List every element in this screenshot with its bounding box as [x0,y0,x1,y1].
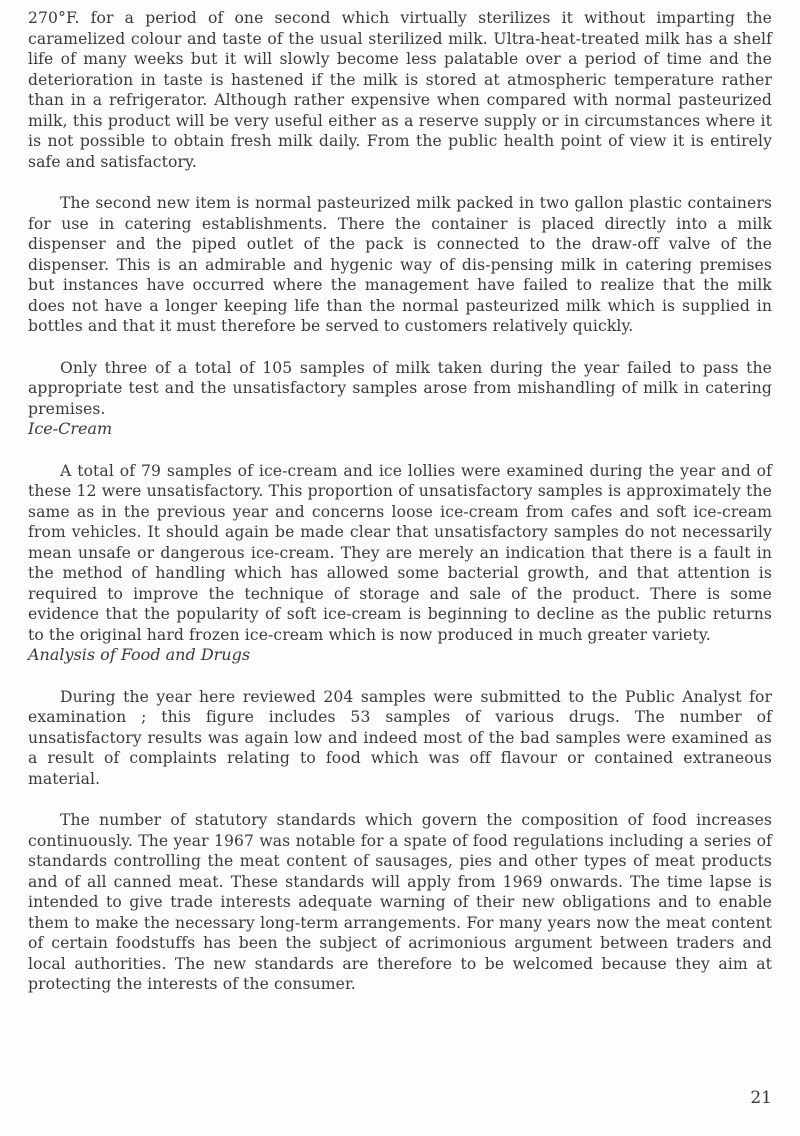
paragraph-milk-samples: Only three of a total of 105 samples of milk taken during the year failed to pass the appropriate test and the unsatisfactory samples arose from mishandling of milk in catering premises. [28,358,772,418]
paragraph-plastic-containers: The second new item is normal pasteurized milk packed in two gallon plastic containers for use in catering establishments. There the container is placed directly into a milk dispenser and the piped outlet of the pack is connected to the draw-off valve of the dispenser. This is an admirable and hygenic way of dis-pensing milk in catering premises but instances have occurred where the management have failed to realize that the milk does not have a longer keeping life than the normal pasteurized milk which is supplied in bottles and that it must therefore be served to customers relatively quickly. [28,194,772,335]
paragraph-public-analyst: During the year here reviewed 204 samples were submitted to the Public Analyst for examination ; this figure includes 53 samples of various drugs. The number of unsatisfactory results was again low and indeed most of the bad samples were examined as a result of complaints relating to food which was off flavour or contained extraneous material. [28,687,772,788]
page-number: 21 [750,1088,772,1108]
section-heading-analysis: Analysis of Food and Drugs [28,645,251,664]
paragraph-uht-milk: 270°F. for a period of one second which virtually sterilizes it without imparting the caramelized colour and taste of the usual sterilized milk. Ultra-heat-treated milk has a shelf life of many weeks but it will slowly become less palatable over a period of time and the deterioration in taste is hastened if the milk is stored at atmospheric temperature rather than in a refrigerator. Although rather expensive when compared with normal pasteurized milk, this product will be very useful either as a reserve supply or in circumstances where it is not possible to obtain fresh milk daily. From the public health point of view it is entirely safe and satisfactory. [28,9,772,171]
paragraph-statutory-standards: The number of statutory standards which govern the composition of food increases continuously. The year 1967 was notable for a spate of food regulations including a series of standards controlling the meat content of sausages, pies and other types of meat products and of all canned meat. These standards will apply from 1969 onwards. The time lapse is intended to give trade interests adequate warning of their new obligations and to enable them to make the necessary long-term arrangements. For many years now the meat content of certain foodstuffs has been the subject of acrimonious argument between traders and local authorities. The new standards are therefore to be welcomed because they aim at protecting the interests of the consumer. [28,811,772,993]
document-page [28,8,772,995]
paragraph-ice-cream: A total of 79 samples of ice-cream and ice lollies were examined during the year and of these 12 were unsatisfactory. This proportion of unsatisfactory samples is approximately the same as in the previous year and concerns loose ice-cream from cafes and soft ice-cream from vehicles. It should again be made clear that unsatisfactory samples do not necessarily mean unsafe or dangerous ice-cream. They are merely an indication that there is a fault in the method of handling which has allowed some bacterial growth, and that attention is required to improve the technique of storage and sale of the product. There is some evidence that the popularity of soft ice-cream is beginning to decline as the public returns to the original hard frozen ice-cream which is now produced in much greater variety. [28,461,772,644]
section-heading-ice-cream: Ice-Cream [28,419,113,438]
